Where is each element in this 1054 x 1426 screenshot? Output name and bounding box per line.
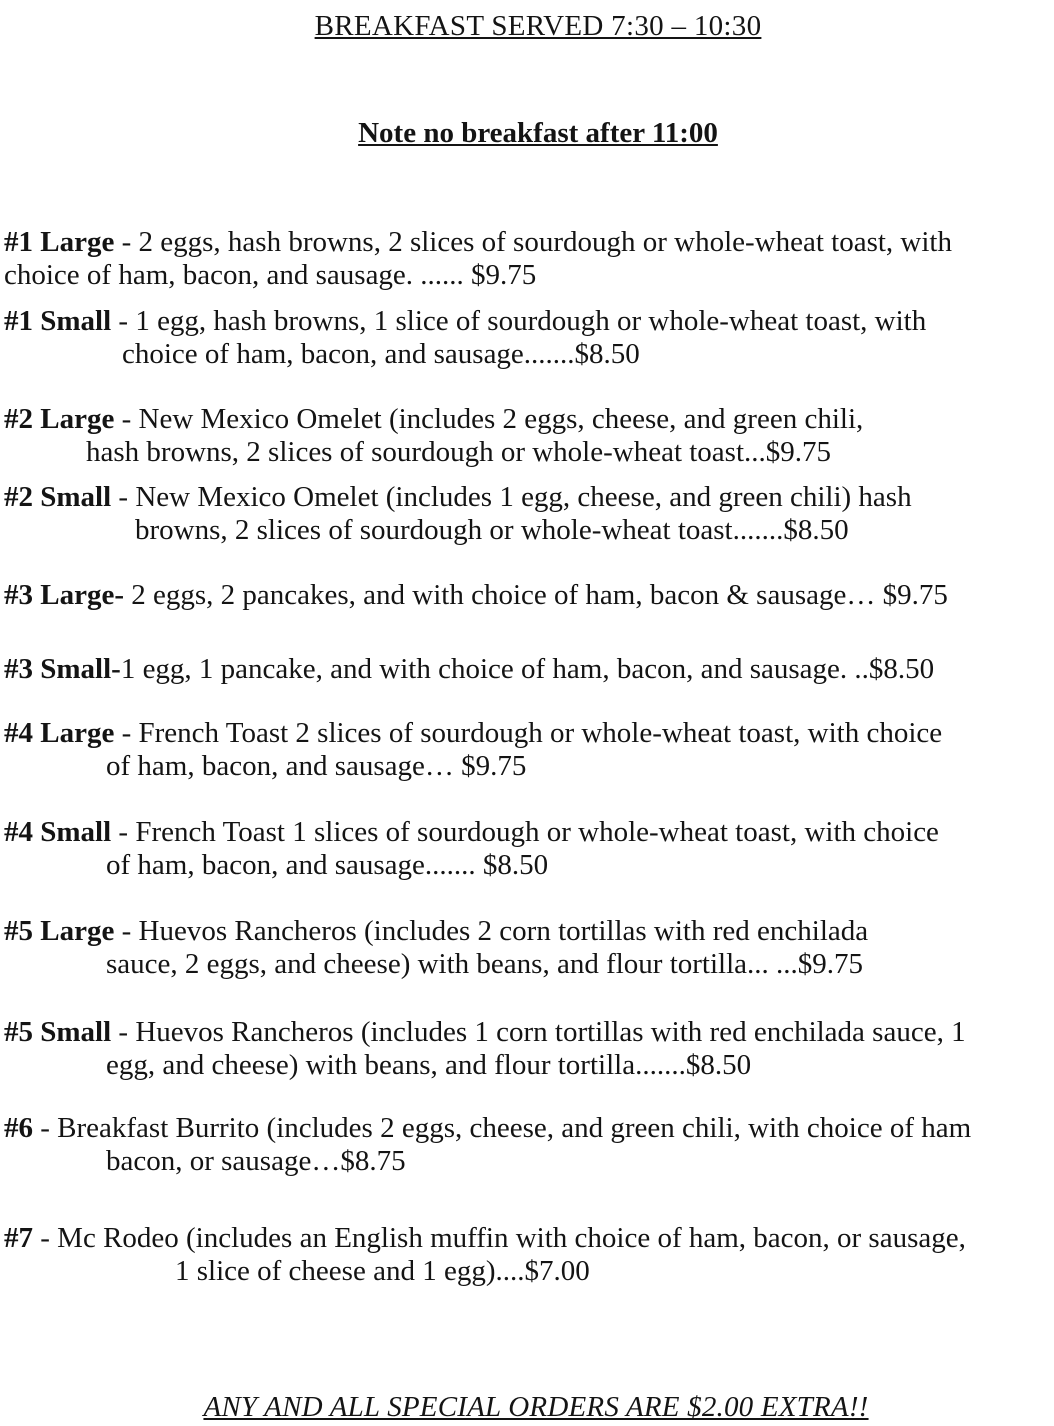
- menu-item-description: - 1 egg, hash browns, 1 slice of sourdough or whole-wheat toast, with: [111, 305, 927, 337]
- menu-item-2-large: [4, 403, 863, 469]
- menu-item-line-2: 1 slice of cheese and 1 egg)....$7.00: [175, 1255, 590, 1287]
- menu-item-4-small: [4, 816, 939, 882]
- menu-item-name: #7: [4, 1222, 33, 1254]
- menu-item-line-2: choice of ham, bacon, and sausage.......$8.50: [122, 338, 640, 370]
- menu-title: BREAKFAST SERVED 7:30 – 10:30: [314, 10, 762, 42]
- menu-item-name: #3 Large-: [4, 579, 124, 611]
- menu-item-name: #5 Large: [4, 915, 115, 947]
- menu-item-3-small: [4, 653, 934, 686]
- menu-item-line-1: [4, 1112, 971, 1145]
- menu-item-3-large: [4, 579, 948, 612]
- menu-item-line-1: [4, 403, 863, 436]
- menu-item-line-2: of ham, bacon, and sausage....... $8.50: [106, 849, 549, 881]
- breakfast-cutoff-note: Note no breakfast after 11:00: [358, 117, 718, 149]
- menu-item-name: #4 Small: [4, 816, 112, 848]
- menu-item-line-1: [4, 653, 934, 686]
- menu-item-description: - New Mexico Omelet (includes 2 eggs, cheese, and green chili,: [114, 403, 864, 435]
- menu-item-description: - Mc Rodeo (includes an English muffin with choice of ham, bacon, or sausage,: [33, 1222, 966, 1254]
- menu-item-line-1: [4, 579, 948, 612]
- menu-item-description: - French Toast 2 slices of sourdough or whole-wheat toast, with choice: [114, 717, 943, 749]
- menu-item-name: #2 Large: [4, 403, 115, 435]
- menu-item-4-large: [4, 717, 942, 783]
- menu-item-6: [4, 1112, 971, 1178]
- menu-item-description: - French Toast 1 slices of sourdough or whole-wheat toast, with choice: [111, 816, 939, 848]
- menu-item-description: - Huevos Rancheros (includes 2 corn tortillas with red enchilada: [114, 915, 869, 947]
- menu-item-description: - Huevos Rancheros (includes 1 corn tortillas with red enchilada sauce, 1: [111, 1016, 966, 1048]
- menu-item-name: #1 Small: [4, 305, 112, 337]
- menu-item-name: #5 Small: [4, 1016, 112, 1048]
- menu-item-description: - Breakfast Burrito (includes 2 eggs, cheese, and green chili, with choice of ham: [33, 1112, 972, 1144]
- menu-item-name: #6: [4, 1112, 33, 1144]
- special-orders-note: ANY AND ALL SPECIAL ORDERS ARE $2.00 EXTRA!!: [203, 1391, 869, 1423]
- menu-item-name: #3 Small-: [4, 653, 121, 685]
- menu-item-line-2: hash browns, 2 slices of sourdough or whole-wheat toast...$9.75: [86, 436, 832, 468]
- menu-item-5-large: [4, 915, 868, 981]
- menu-item-line-2: sauce, 2 eggs, and cheese) with beans, and flour tortilla... ...$9.75: [106, 948, 864, 980]
- menu-item-line-1: [4, 1222, 966, 1255]
- menu-item-1-large: [4, 226, 952, 292]
- menu-item-description: 1 egg, 1 pancake, and with choice of ham, bacon, and sausage. ..$8.50: [120, 653, 935, 685]
- menu-item-description: 2 eggs, 2 pancakes, and with choice of ham, bacon & sausage… $9.75: [124, 579, 948, 611]
- menu-item-line-1: [4, 226, 952, 259]
- menu-item-line-1: [4, 915, 868, 948]
- menu-item-line-1: [4, 816, 939, 849]
- menu-item-5-small: [4, 1016, 966, 1082]
- menu-item-line-1: [4, 481, 912, 514]
- menu-item-line-2: bacon, or sausage…$8.75: [106, 1145, 406, 1177]
- menu-item-name: #1 Large: [4, 226, 115, 258]
- menu-item-name: #4 Large: [4, 717, 115, 749]
- menu-item-description: - 2 eggs, hash browns, 2 slices of sourdough or whole-wheat toast, with: [114, 226, 952, 258]
- menu-item-line-1: [4, 305, 926, 338]
- menu-item-description: - New Mexico Omelet (includes 1 egg, cheese, and green chili) hash: [111, 481, 912, 513]
- menu-item-line-1: [4, 717, 942, 750]
- menu-item-line-2: egg, and cheese) with beans, and flour tortilla.......$8.50: [106, 1049, 752, 1081]
- menu-item-7: [4, 1222, 966, 1288]
- menu-item-name: #2 Small: [4, 481, 112, 513]
- menu-item-2-small: [4, 481, 912, 547]
- menu-item-line-2: of ham, bacon, and sausage… $9.75: [106, 750, 527, 782]
- menu-item-1-small: [4, 305, 926, 371]
- menu-item-line-2: browns, 2 slices of sourdough or whole-wheat toast.......$8.50: [135, 514, 849, 546]
- menu-item-line-1: [4, 1016, 966, 1049]
- menu-item-line-2: choice of ham, bacon, and sausage. ...... $9.75: [4, 259, 537, 291]
